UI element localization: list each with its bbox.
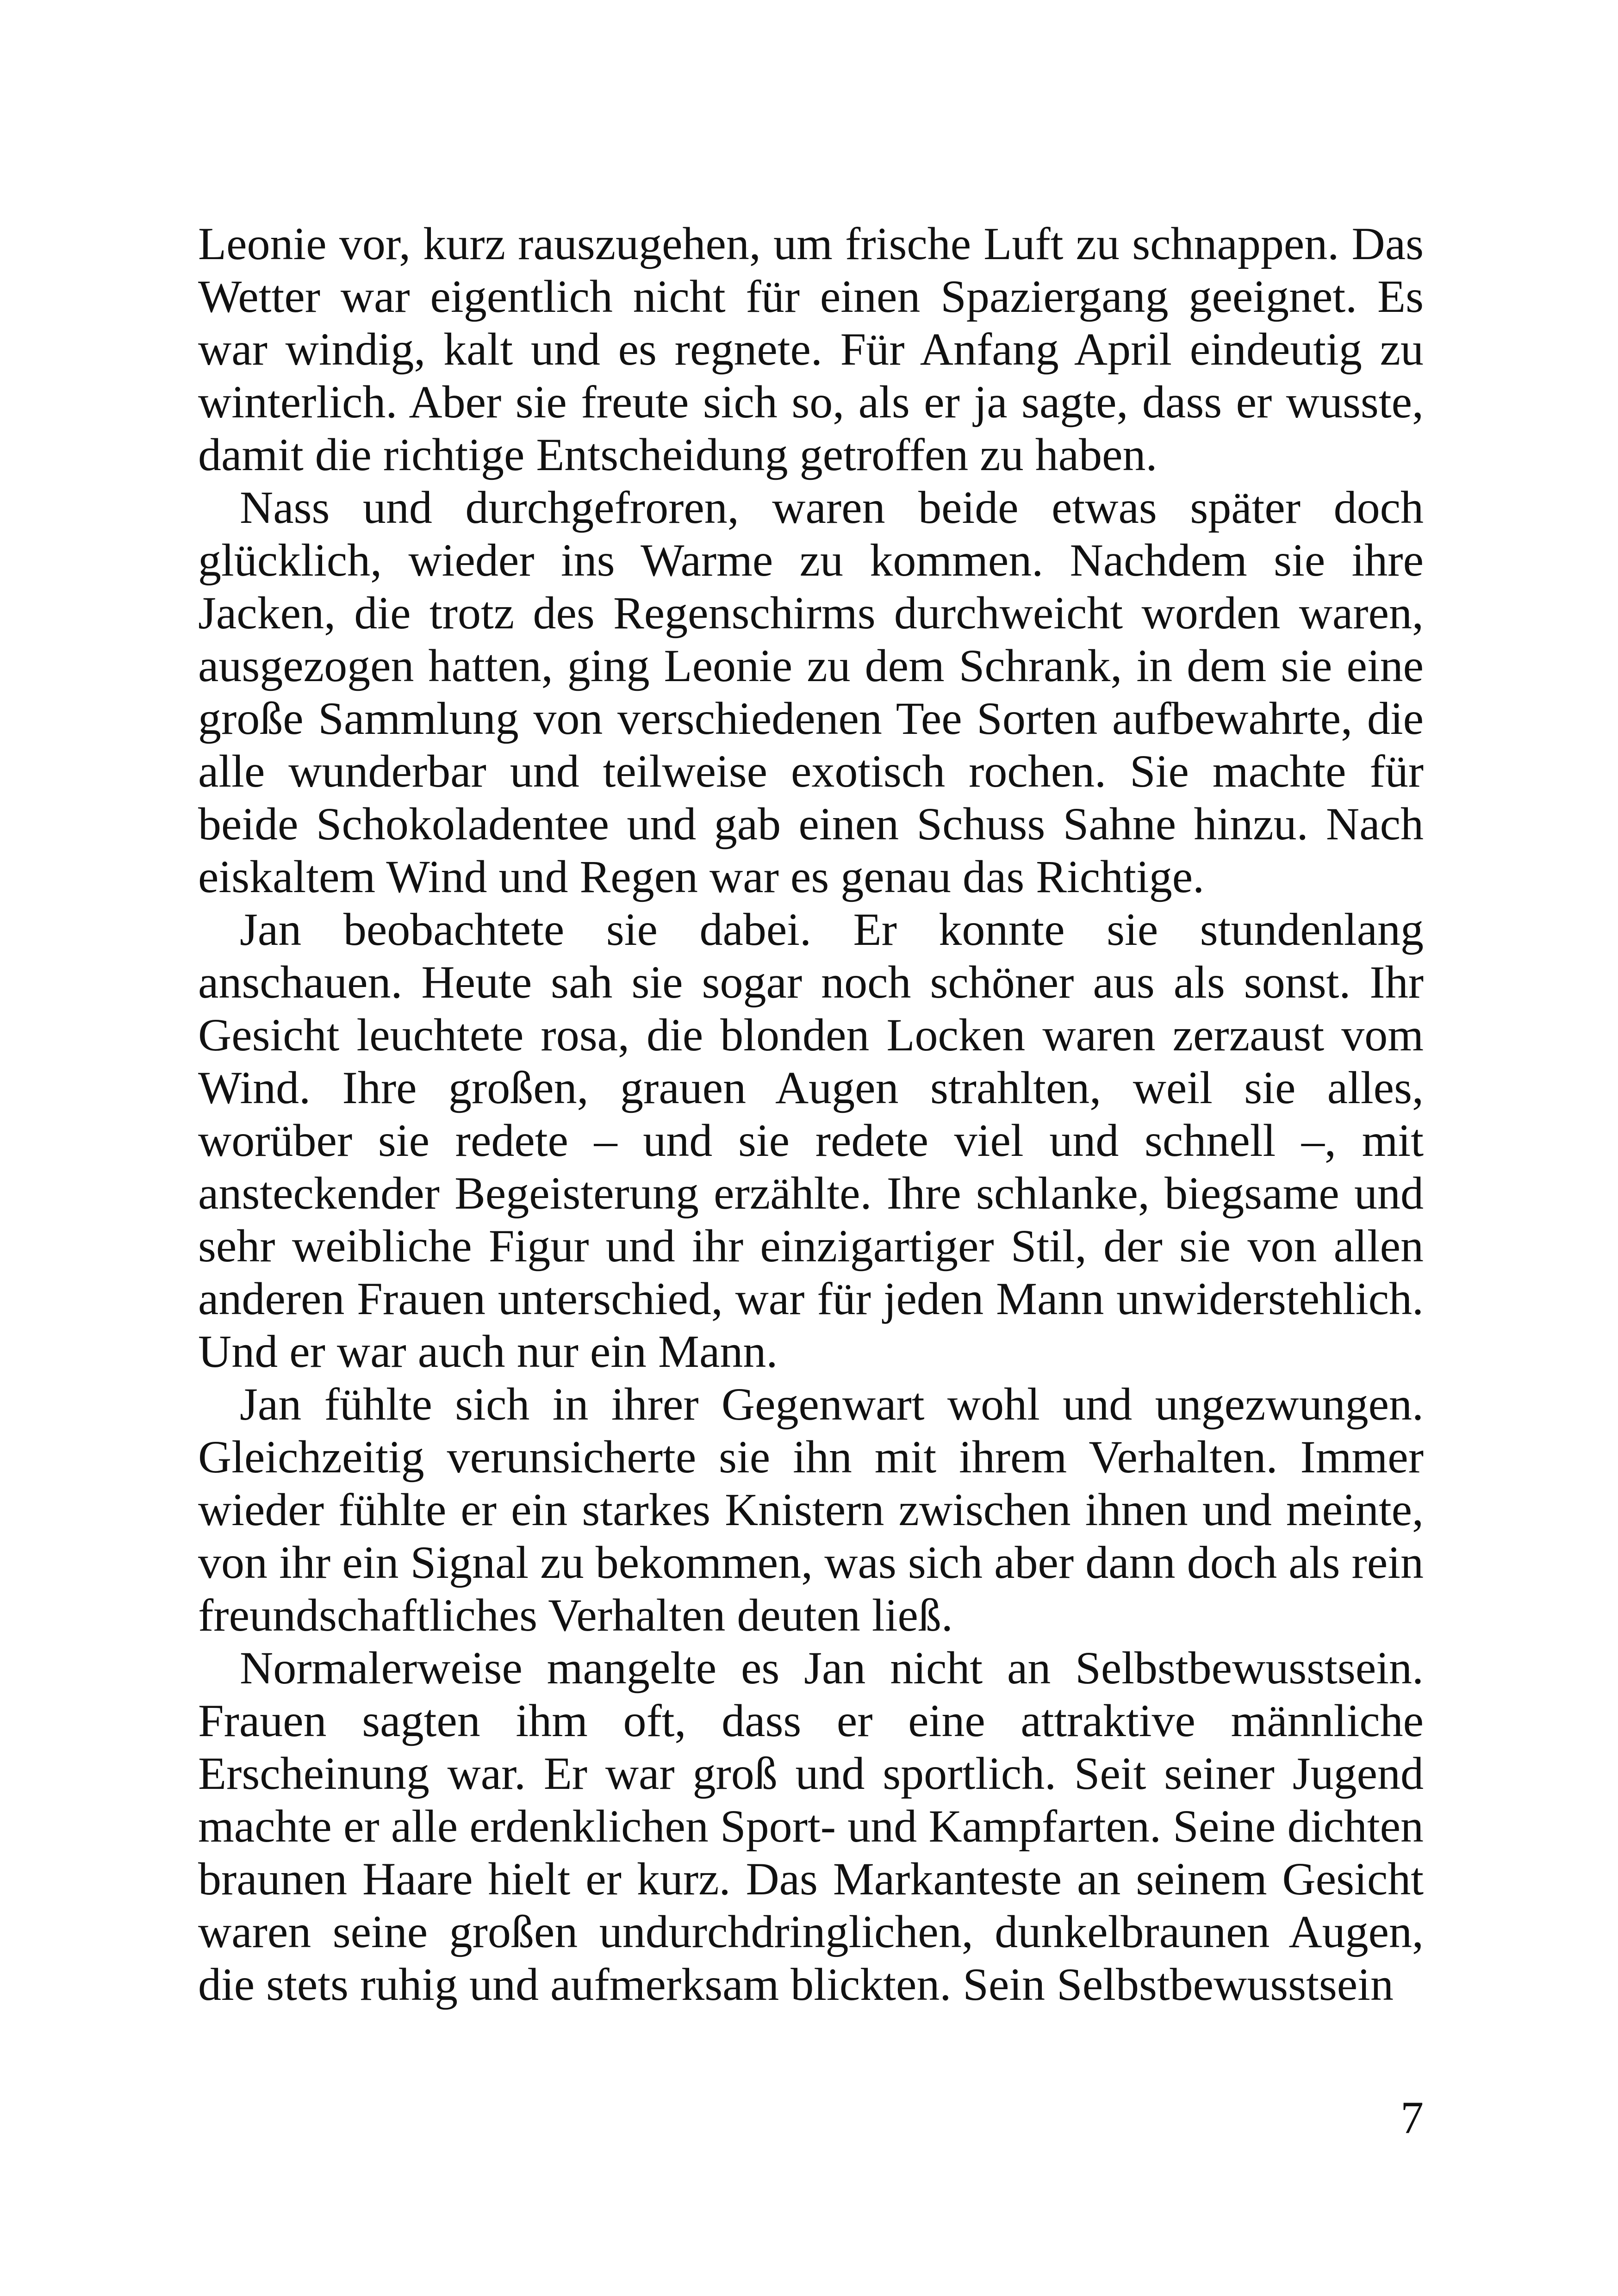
paragraph-5: Normalerweise mangelte es Jan nicht an Selbstbewusstsein. Frauen sagten ihm oft, dass er eine attraktive männliche Erscheinung war. Er war groß und sportlich. Seit seiner Jugend machte er alle erdenklichen Sport- und Kampfarten. Seine dichten braunen Haare hielt er kurz. Das Markanteste an seinem Gesicht waren seine großen undurchdringlichen, dunkelbraunen Augen, die stets ruhig und aufmerksam blickten. Sein Selbstbewusstsein (198, 1642, 1424, 2010)
paragraph-2: Nass und durchgefroren, waren beide etwas später doch glücklich, wieder ins Warme zu kommen. Nachdem sie ihre Jacken, die trotz des Regenschirms durchweicht worden waren, ausgezogen hatten, ging Leonie zu dem Schrank, in dem sie eine große Sammlung von verschiedenen Tee Sorten aufbewahrte, die alle wunderbar und teilweise exotisch rochen. Sie machte für beide Schokoladentee und gab einen Schuss Sahne hinzu. Nach eiskaltem Wind und Regen war es genau das Richtige. (198, 482, 1424, 902)
body-text (198, 217, 1424, 2011)
paragraph-1: Leonie vor, kurz rauszugehen, um frische Luft zu schnappen. Das Wetter war eigentlich nicht für einen Spaziergang geeignet. Es war windig, kalt und es regnete. Für Anfang April eindeutig zu winterlich. Aber sie freute sich so, als er ja sagte, dass er wusste, damit die richtige Entscheidung getroffen zu haben. (198, 218, 1424, 480)
paragraph-3: Jan beobachtete sie dabei. Er konnte sie stundenlang anschauen. Heute sah sie sogar noch schöner aus als sonst. Ihr Gesicht leuchtete rosa, die blonden Locken waren zerzaust vom Wind. Ihre großen, grauen Augen strahlten, weil sie alles, worüber sie redete – und sie redete viel und schnell –, mit ansteckender Begeisterung erzählte. Ihre schlanke, biegsame und sehr weibliche Figur und ihr einzigartiger Stil, der sie von allen anderen Frauen unterschied, war für jeden Mann unwiderstehlich. Und er war auch nur ein Mann. (198, 904, 1424, 1377)
paragraph-4: Jan fühlte sich in ihrer Gegenwart wohl und ungezwungen. Gleichzeitig verunsicherte sie ihn mit ihrem Verhalten. Immer wieder fühlte er ein starkes Knistern zwischen ihnen und meinte, von ihr ein Signal zu bekommen, was sich aber dann doch als rein freundschaftliches Verhalten deuten ließ. (198, 1378, 1424, 1641)
page-number: 7 (1400, 2092, 1424, 2143)
